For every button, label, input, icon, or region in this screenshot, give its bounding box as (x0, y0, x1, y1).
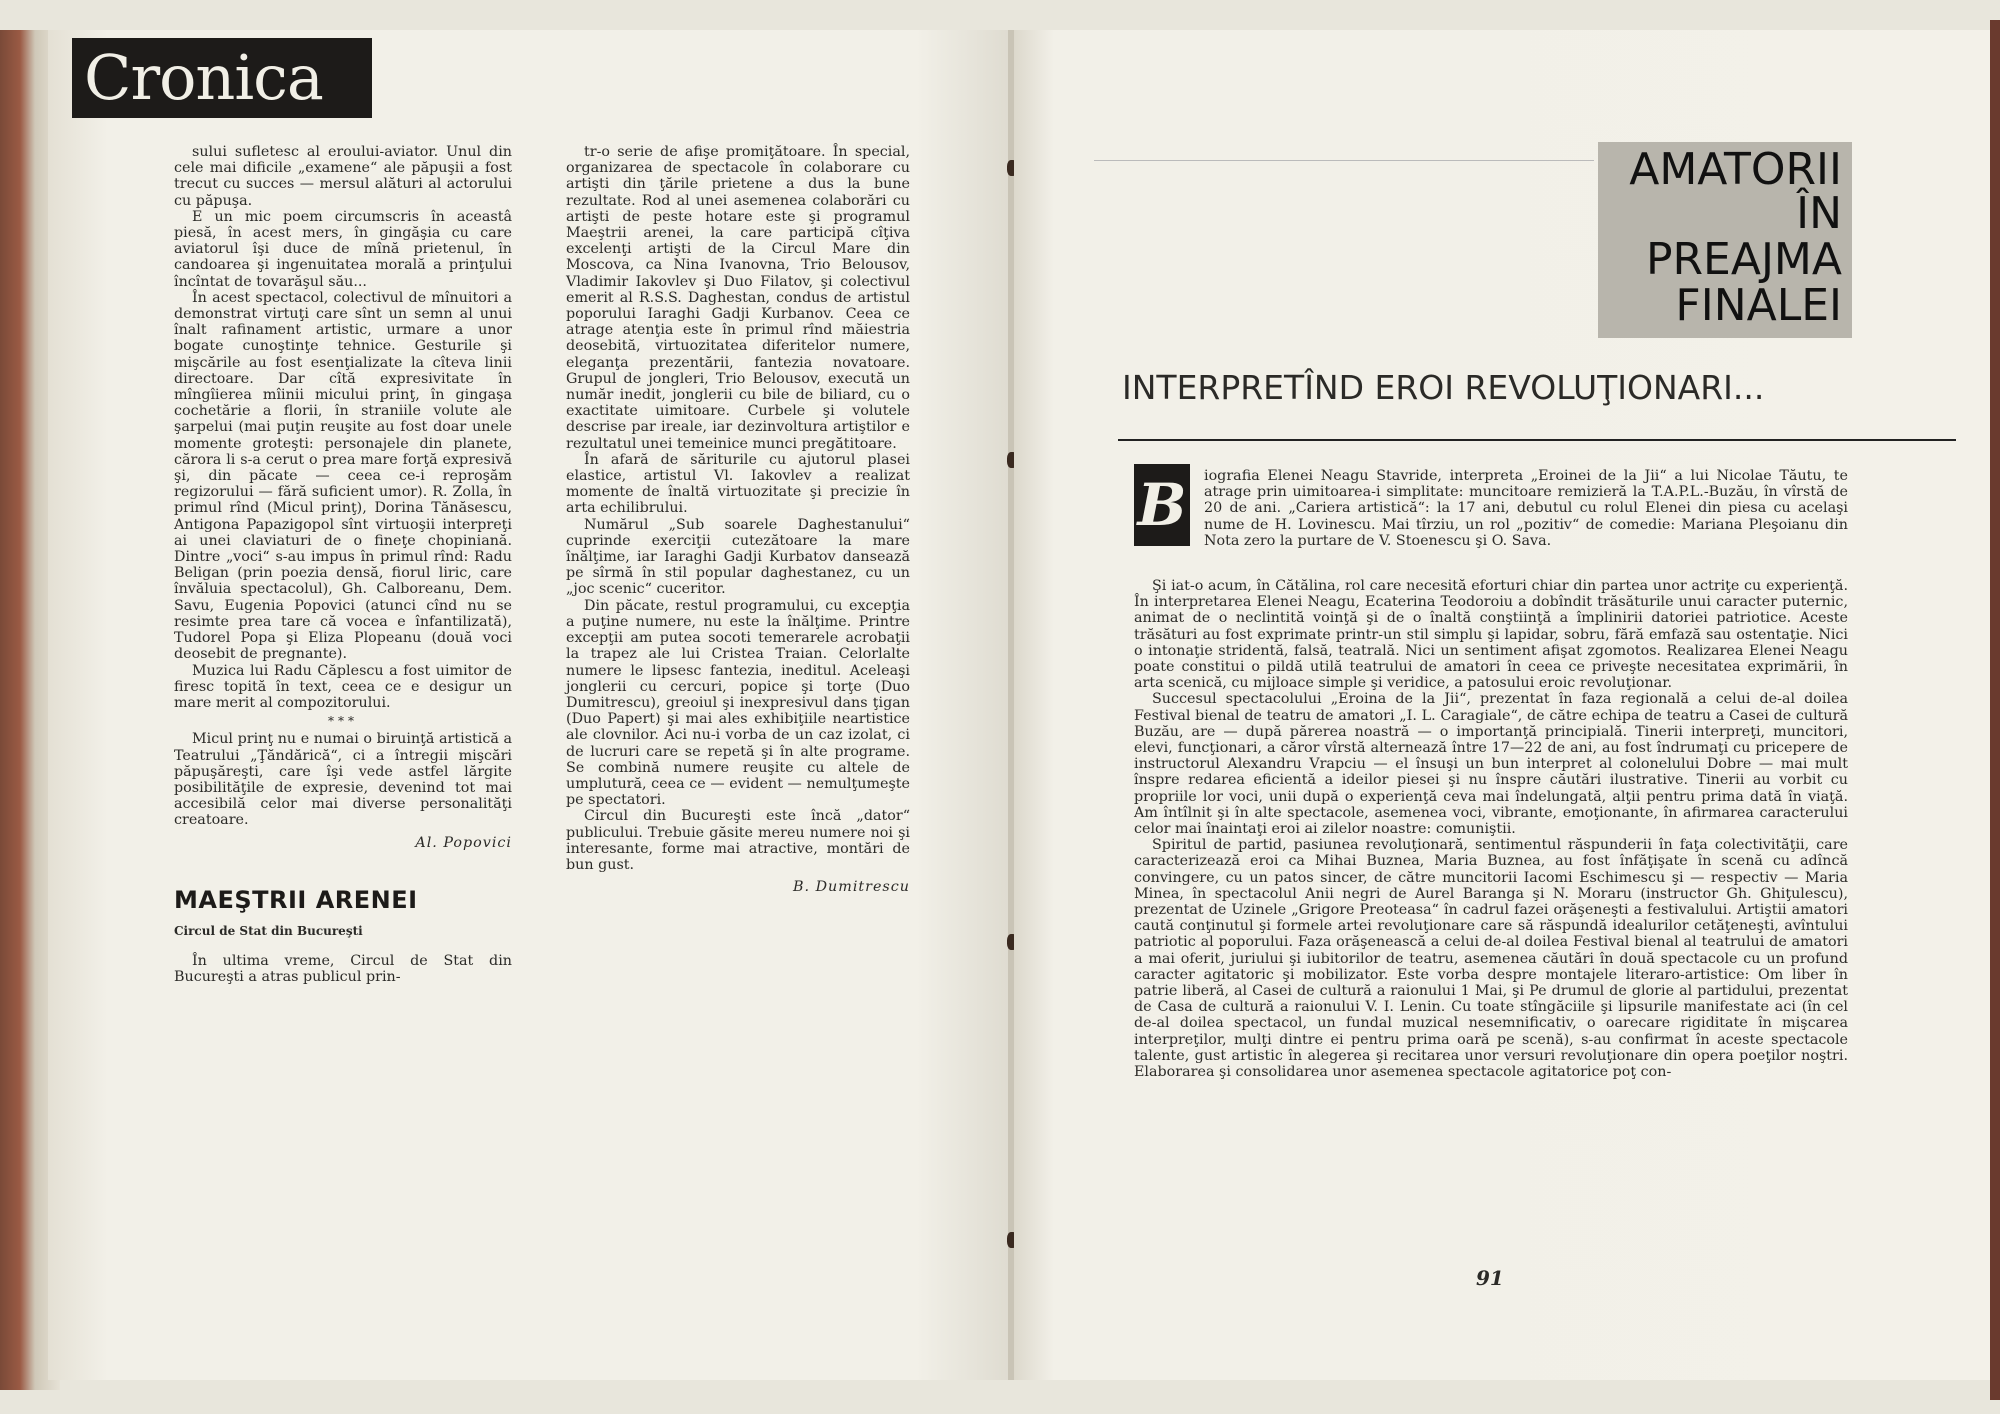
title-line: ÎN (1796, 188, 1842, 239)
article-lead (1204, 468, 1848, 549)
faint-header-rule (1094, 160, 1594, 161)
left-column-1 (174, 144, 512, 985)
book-binding-right (1990, 20, 2000, 1400)
author-signature: B. Dumitrescu (793, 879, 910, 896)
title-line: PREAJMA (1645, 234, 1842, 285)
paragraph: Succesul spectacolului „Eroina de la Jii“, prezentat în faza regională a celui de-al doilea Festival bienal de teatru de amatori „I. L. Caragiale“, de către echipa de teatru a Casei de cultură Buzău, are — după părerea noastră — o importanţă principială. Tinerii interpreţi, muncitori, elevi, funcţionari, a căror vîrstă alternează între 17—22 de ani, au fost îndrumaţi cu pricepere de instructorul Alexandru Vrapciu — el însuşi un bun interpret al colonelului Dobre — mai mult înspre redarea eficientă a ideilor piesei şi nu înspre căutări ilustrative. Tinerii au vorbit cu propriile lor voci, unii după o experienţă ceva mai îndelungată, alţii pentru prima dată în viaţă. Am întîlnit şi în alte spectacole, asemenea voci, vibrante, emoţionante, în afirmarea caracterului celor mai înaintaţi eroi ai zilelor noastre: comuniştii. (1134, 691, 1848, 838)
article-body (566, 144, 910, 873)
lead-paragraph: iografia Elenei Neagu Stavride, interpreta „Eroinei de la Jii“ a lui Nicolae Tăutu, te atrage prin uimitoarea-i simplitate: muncitoare remizieră la T.A.P.L.-Buzău, în vîrstă de 20 de ani. „Cariera artistică“: la 17 ani, debutul cu rolul Elenei din piesa cu acelaşi nume de H. Lovinescu. Mai tîrziu, un rol „pozitiv“ de comedie: Mariana Pleşoianu din Nota zero la purtare de V. Stoenescu şi O. Sava. (1204, 468, 1848, 549)
paragraph: Micul prinţ nu e numai o biruinţă artistică a Teatrului „Ţăndărică“, ci a întregii mişcări păpuşăreşti, care îşi vede astfel lărgite posibilităţile de expresie, devenind tot mai accesibilă celor mai diverse personalităţi creatoare. (174, 731, 512, 829)
paragraph: Din păcate, restul programului, cu excepţia a puţine numere, nu este la înălţime. Printre excepţii am putea socoti temerarele acrobaţii la trapez ale lui Cristea Traian. Celorlalte numere le lipsesc fantezia, ineditul. Aceleaşi jonglerii cu cercuri, popice şi torţe (Duo Dumitrescu), greoiul şi inexpresivul dans ţigan (Duo Papert) şi mai ales exhibiţiile neartistice ale clovnilor. Aci nu-i vorba de un caz izolat, ci de lucruri care se repetă şi în alte programe. Se combină numere reuşite cu altele de umplutură, ceea ce — evident — nemulţumeşte pe spectatori. (566, 597, 910, 809)
paragraph: Muzica lui Radu Căplescu a fost uimitor de firesc topită în text, ceea ce e desigur un mare merit al compozitorului. (174, 662, 512, 711)
paragraph: Spiritul de partid, pasiunea revoluţionară, sentimentul răspunderii în faţa colectivităţii, care caracterizează eroi ca Mihai Buznea, Maria Buznea, au fost înfăţişate în scenă cu adîncă convingere, cu un patos sincer, de către muncitorii Iacomi Eschimescu şi — respectiv — Maria Minea, în spectacolul Anii negri de Aurel Baranga şi N. Moraru (instructor Gh. Ghiţulescu), prezentat de Uzinele „Grigore Preoteasa“ în cadrul fazei orăşeneşti a festivalului. Artiştii amatori caută conţinutul şi formele artei revoluţionare care să răspundă idealurilor cetăţeneşti, avîntului patriotic al poporului. Faza orăşenească a celui de-al doilea Festival bienal al teatrului de amatori a mai oferit, juriului şi iubitorilor de teatru, asemenea căutări în două spectacole cu un profund caracter agitatoric şi mobilizator. Este vorba despre montajele literaro-artistice: Om liber în patrie liberă, al Casei de cultură a raionului 1 Mai, şi Pe drumul de glorie al partidului, prezentat de Casa de cultură a raionului V. I. Lenin. Cu toate stîngăciile şi lipsurile manifestate aci (în cel de-al doilea spectacol, un fundal muzical nesemnificativ, o oarecare rigiditate în mişcarea interpreţilor, mulţi dintre ei pentru prima oară pe scenă), s-au confirmat în aceste spectacole talente, gust artistic în alegerea şi recitarea unor versuri revoluţionare din opera poeţilor noştri. Elaborarea şi consolidarea unor asemenea spectacole agitatorice poţ con- (1134, 837, 1848, 1081)
paragraph: Circul din Bucureşti este încă „dator“ publicului. Trebuie găsite mereu numere noi şi interesante, forme mai atractive, montări de bun gust. (566, 808, 910, 873)
paragraph: E un mic poem circumscris în aceastâ piesă, în acest mers, în gingăşia cu care aviatorul îşi duce de mînă prietenul, în candoarea şi ingenuitatea morală a prinţului încîntat de tovarăşul său... (174, 208, 512, 290)
section-subtitle: Circul de Stat din Bucureşti (174, 923, 363, 938)
paragraph: Şi iat-o acum, în Cătălina, rol care necesită eforturi chiar din partea unor actriţe cu experienţă. În interpretarea Elenei Neagu, Ecaterina Teodoroiu a dobîndit trăsăturile unui caracter puternic, animat de o neclintită voinţă şi de o înaltă conştiinţă a împlinirii datoriei patriotice. Aceste trăsături au fost exprimate printr-un stil simplu şi lapidar, sobru, fără emfază sau ostentaţie. Nici o intonaţie stridentă, falsă, teatrală. Nici un sentiment afişat zgomotos. Realizarea Elenei Neagu poate constitui o pildă utilă teatrului de amatori în ceea ce priveşte necesitatea exprimării, în arta scenică, cu mijloace simple şi veridice, a patosului eroic revoluţionar. (1134, 578, 1848, 692)
drop-cap: B (1134, 464, 1190, 546)
paragraph: În afară de săriturile cu ajutorul plasei elastice, artistul Vl. Iakovlev a realizat momente de înaltă virtuozitate şi precizie în arta echilibrului. (566, 451, 910, 517)
left-column-2 (566, 144, 910, 895)
title-line: AMATORII (1629, 144, 1842, 195)
article-headline: INTERPRETÎND EROI REVOLUŢIONARI... (1122, 368, 1765, 407)
title-line: FINALEI (1675, 280, 1842, 331)
section-title: MAEŞTRII ARENEI (174, 885, 418, 914)
paragraph: Numărul „Sub soarele Daghestanului“ cuprinde exerciţii cutezătoare la mare înălţime, iar Iaraghi Gadji Kurbatov dansează pe sîrmă în stil popular daghestanez, cu un „joc scenic“ cuceritor. (566, 516, 910, 598)
paragraph: sului sufletesc al eroului-aviator. Unul din cele mai dificile „examene“ ale păpuşii a fost trecut cu succes — mersul alături al actorului cu păpuşa. (174, 144, 512, 209)
page-number: 91 (1476, 1266, 1504, 1290)
section-separator: *** (328, 714, 358, 729)
article-main-body (1134, 578, 1848, 1080)
headline-rule (1118, 439, 1956, 441)
masthead-cronica: Cronica (72, 38, 372, 118)
article-body (174, 144, 512, 711)
article-body-start (174, 953, 512, 985)
article-body-ending (174, 731, 512, 828)
paragraph: În acest spectacol, colectivul de mînuitori a demonstrat virtuţi care sînt un semn al unui înalt rafinament artistic, urmare a unor bogate cunoştinţe tehnice. Gesturile şi mişcările au fost esenţializate la cîteva linii directoare. Dar cîtă expresivitate în mîngîierea mîinii micului prinţ, în gingaşa cochetărie a florii, în straniile volute ale şarpelui (mai puţin reuşite au fost doar unele momente groteşti: personajele din planete, cărora li s-a cerut o prea mare forţă expresivă şi, din păcate — ceea ce-i reproşăm regizorului — fără suficient umor). R. Zolla, în primul rînd (Micul prinţ), Dorina Tănăsescu, Antigona Papazigopol sînt virtuoşii interpreţi ai unei claviaturi de o fineţe chopiniană. Dintre „voci“ s-au impus în primul rînd: Radu Beligan (prin poezia densă, fiorul liric, care învăluia spectacolul), Gh. Calboreanu, Dem. Savu, Eugenia Popovici (atunci cînd nu se resimte prea tare că vocea e înfantilizată), Tudorel Popa şi Eliza Plopeanu (două voci deosebit de pregnante). (174, 289, 512, 663)
paragraph: tr-o serie de afişe promiţătoare. În special, organizarea de spectacole în colaborare cu artişti din ţările prietene a dus la bune rezultate. Rod al unei asemenea colaborări cu artişti de peste hotare este şi programul Maeştrii arenei, la care participă cîţiva excelenţi artişti de la Circul Mare din Moscova, ca Nina Ivanovna, Trio Belousov, Vladimir Iakovlev şi Duo Filatov, şi colectivul emerit al R.S.S. Daghestan, condus de artistul poporului Iaraghi Gadji Kurbanov. Ceea ce atrage atenţia este în primul rînd măiestria deosebită, virtuozitatea diferitelor numere, eleganţa prezentării, fantezia novatoare. Grupul de jongleri, Trio Belousov, execută un număr inedit, jonglerii cu bile de biliard, cu o exactitate uimitoare. Curbele şi volutele descrise par ireale, iar dezinvoltura artiştilor e rezultatul unei temeinice munci pregătitoare. (566, 144, 910, 452)
title-box (1598, 142, 1852, 338)
author-signature: Al. Popovici (415, 834, 512, 851)
paragraph: În ultima vreme, Circul de Stat din Bucureşti a atras publicul prin- (174, 952, 512, 986)
